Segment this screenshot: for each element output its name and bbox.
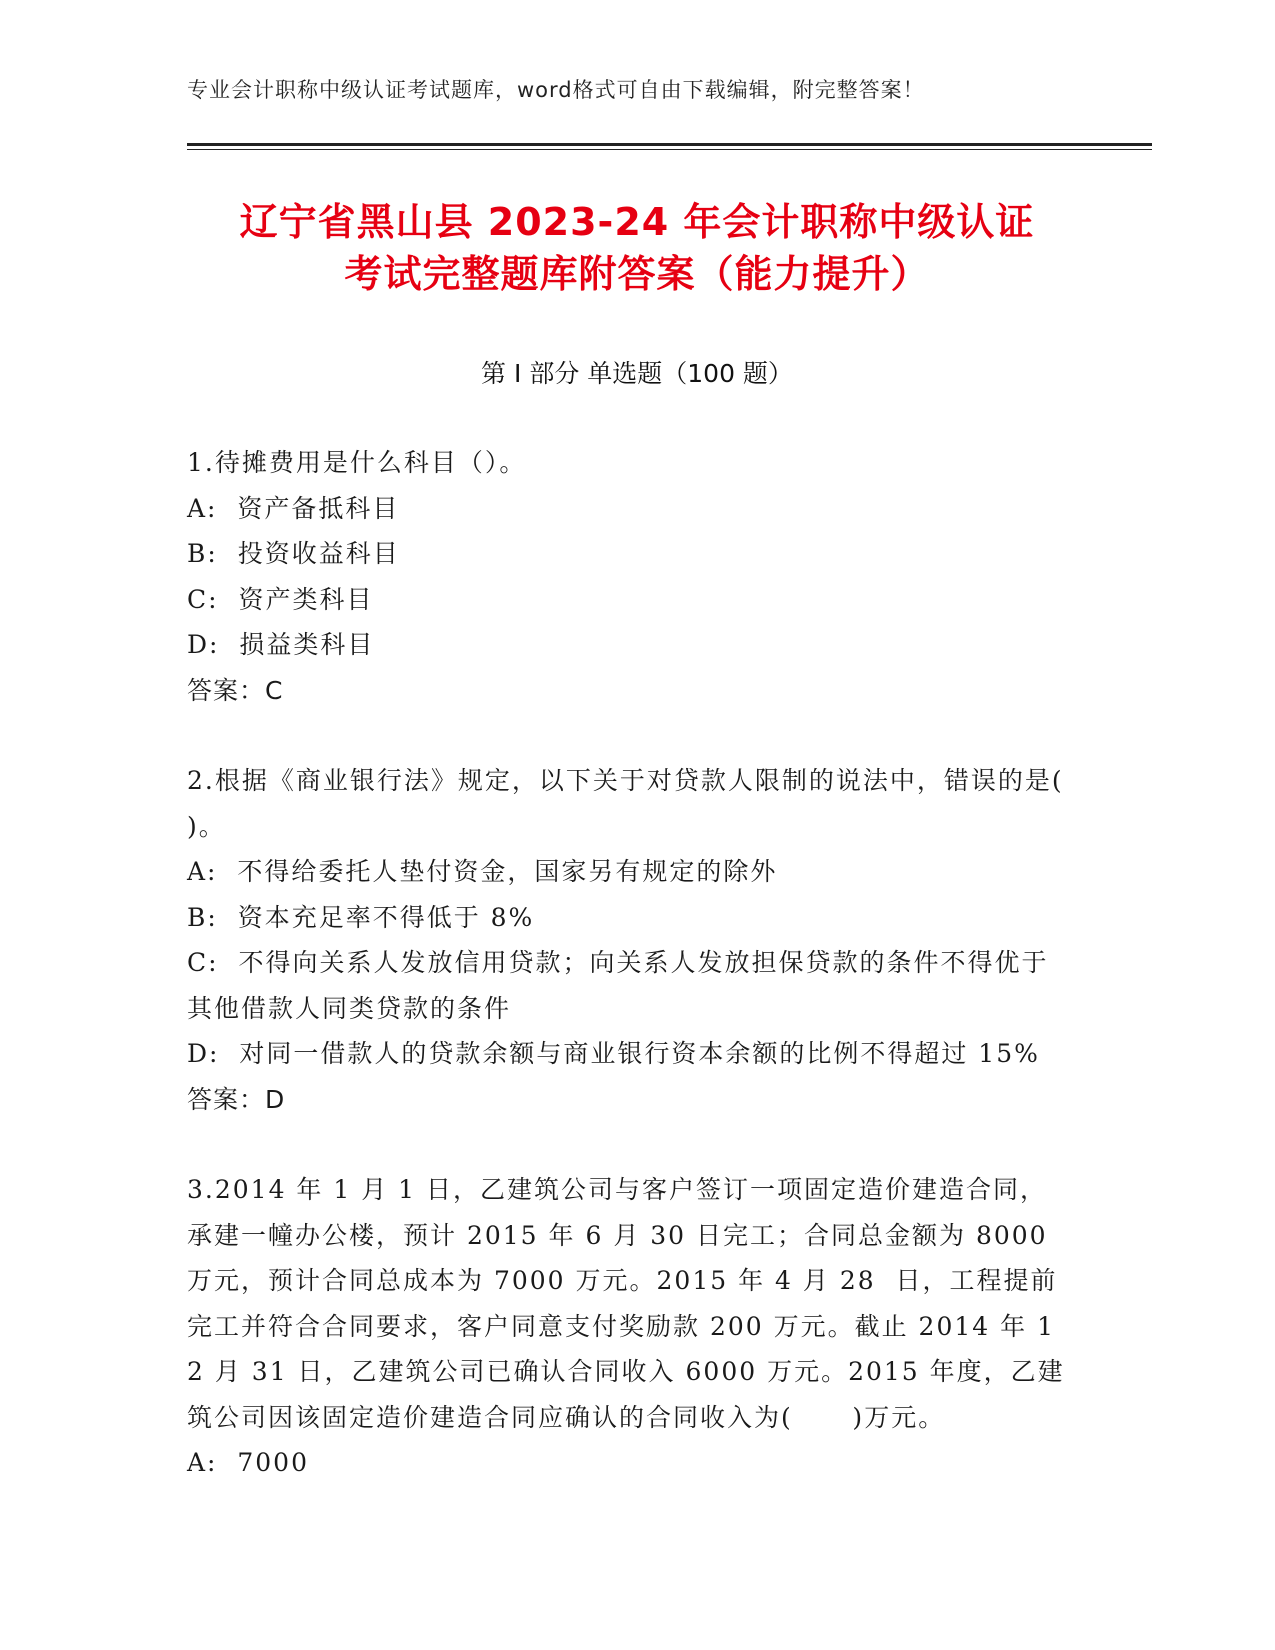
option-c: C: 不得向关系人发放信用贷款；向关系人发放担保贷款的条件不得优于其他借款人同类贷款的条件 (187, 948, 1049, 1023)
option-a: A: 7000 (187, 1448, 309, 1477)
section-title: 第 I 部分 单选题（100 题） (481, 359, 793, 388)
option-c: C: 资产类科目 (187, 584, 374, 614)
option-a: A: 资产备抵科目 (187, 493, 400, 523)
document-title-line-2: 考试完整题库附答案（能力提升） (344, 252, 930, 296)
page-header-text: 专业会计职称中级认证考试题库，word格式可自由下载编辑，附完整答案！ (187, 78, 925, 102)
option-d: D: 对同一借款人的贷款余额与商业银行资本余额的比例不得超过 15% (187, 1039, 1040, 1068)
header-rule-thick (187, 143, 1152, 146)
question-3 (187, 1167, 1067, 1486)
question-1 (187, 440, 1067, 713)
question-list (187, 440, 1124, 1531)
document-title-line-1: 辽宁省黑山县 2023-24 年会计职称中级认证 (239, 200, 1035, 244)
option-b: B: 投资收益科目 (187, 539, 400, 568)
document-title (187, 196, 1087, 300)
question-stem: 1.待摊费用是什么科目（）。 (187, 448, 527, 477)
option-d: D: 损益类科目 (187, 630, 375, 659)
question-stem: 2.根据《商业银行法》规定，以下关于对贷款人限制的说法中，错误的是( )。 (187, 766, 1124, 841)
option-b: B: 资本充足率不得低于 8% (187, 902, 535, 932)
answer-label: 答案：D (187, 1084, 286, 1114)
answer-label: 答案：C (187, 675, 284, 705)
question-stem: 3.2014 年 1 月 1 日，乙建筑公司与客户签订一项固定造价建造合同，承建一幢办公楼，预计 2015 年 6 月 30 日完工；合同总金额为 8000 万元，预计合同总成本为 7000 万元。2015 年 4 月 28 日，工程提前完工并符合合同要求，客户同意支付奖励款 200 万元。截止 2014 年 12 月 31 日，乙建筑公司已确认合同收入 6000 万元。2015 年度，乙建筑公司因该固定造价建造合同应确认的合同收入为( )万元。 (187, 1175, 1065, 1432)
question-2 (187, 758, 1124, 1122)
header-rule-thin (187, 149, 1152, 150)
option-a: A: 不得给委托人垫付资金，国家另有规定的除外 (187, 857, 778, 886)
